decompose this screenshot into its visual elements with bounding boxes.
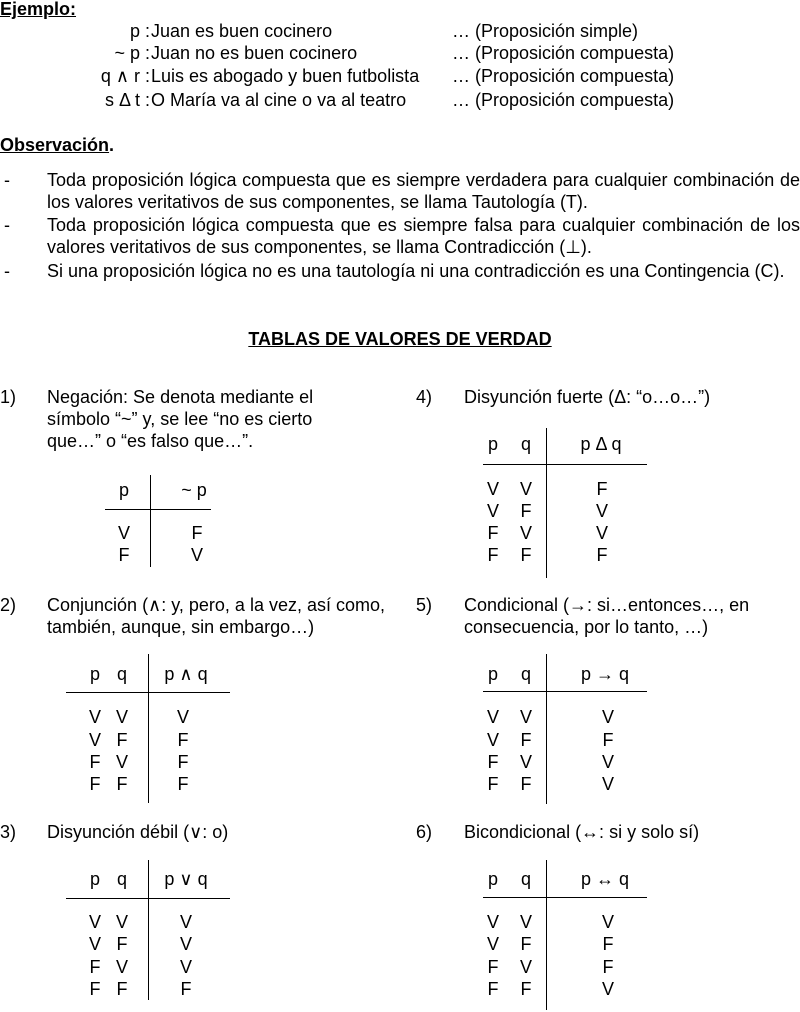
value-cell: V — [115, 912, 128, 932]
value-cell: F — [487, 752, 499, 772]
value-cell: V — [88, 707, 101, 727]
value-cell: V — [601, 979, 614, 999]
ejemplo-type: … (Proposición compuesta) — [452, 90, 675, 110]
header-cell: p — [89, 664, 100, 684]
ejemplo-text: Juan no es buen cocinero — [151, 43, 358, 63]
value-cell: V — [486, 707, 499, 727]
value-cell: F — [596, 545, 608, 565]
value-cell: V — [486, 934, 499, 954]
value-cell: V — [176, 707, 189, 727]
observacion-heading-dot: . — [109, 135, 115, 155]
value-cell: F — [520, 934, 532, 954]
value-cell: F — [89, 774, 101, 794]
value-cell: F — [487, 774, 499, 794]
value-cell: V — [595, 501, 608, 521]
observacion-bullet: - — [4, 215, 10, 235]
value-cell: V — [519, 912, 532, 932]
ejemplo-symbol: q ∧ r : — [100, 66, 150, 86]
value-cell: V — [88, 730, 101, 750]
value-cell: V — [519, 479, 532, 499]
section-title: TABLAS DE VALORES DE VERDAD — [248, 329, 552, 349]
value-cell: F — [602, 934, 614, 954]
ejemplo-type: … (Proposición simple) — [452, 21, 639, 41]
value-cell: V — [486, 912, 499, 932]
value-cell: F — [89, 979, 101, 999]
value-cell: F — [89, 957, 101, 977]
header-rule — [483, 897, 647, 898]
value-cell: V — [88, 912, 101, 932]
value-cell: F — [177, 752, 189, 772]
column-rule — [546, 654, 547, 804]
table-description: Bicondicional (↔: si y solo sí) — [464, 822, 700, 842]
header-cell: p — [487, 869, 498, 889]
observacion-item: Toda proposición lógica compuesta que es siempre falsa para cualquier combinación de los valores veritativos de sus componentes, se llama Contradicción (⊥). — [47, 215, 800, 257]
header-cell: q — [116, 869, 127, 889]
value-cell: V — [190, 545, 203, 565]
value-cell: F — [487, 545, 499, 565]
value-cell: V — [601, 912, 614, 932]
value-cell: V — [519, 957, 532, 977]
value-cell: F — [520, 545, 532, 565]
ejemplo-symbol: p : — [129, 21, 150, 41]
value-cell: F — [487, 523, 499, 543]
header-cell: q — [520, 869, 531, 889]
table-description: Conjunción (∧: y, pero, a la vez, así como, también, aunque, sin embargo…) — [47, 595, 385, 637]
table-number: 3) — [0, 822, 17, 842]
value-cell: V — [519, 752, 532, 772]
table-number: 6) — [416, 822, 433, 842]
header-cell: p — [89, 869, 100, 889]
value-cell: V — [117, 523, 130, 543]
observacion-heading: Observación — [0, 135, 110, 155]
value-cell: V — [601, 707, 614, 727]
header-cell: q — [520, 434, 531, 454]
ejemplo-text: Luis es abogado y buen futbolista — [151, 66, 420, 86]
table-description: Disyunción débil (∨: o) — [47, 822, 229, 842]
value-cell: F — [118, 545, 130, 565]
value-cell: V — [179, 912, 192, 932]
header-rule — [105, 509, 211, 510]
value-cell: V — [486, 479, 499, 499]
table-description: Disyunción fuerte (Δ: “o…o…”) — [464, 387, 711, 407]
header-cell: p — [118, 480, 129, 500]
value-cell: F — [116, 979, 128, 999]
value-cell: V — [519, 523, 532, 543]
value-cell: F — [520, 501, 532, 521]
header-cell: p — [487, 434, 498, 454]
value-cell: F — [177, 774, 189, 794]
value-cell: V — [179, 957, 192, 977]
table-description: Condicional (→: si…entonces…, en consecuencia, por lo tanto, …) — [464, 595, 750, 637]
header-rule — [483, 691, 647, 692]
table-number: 4) — [416, 387, 433, 407]
value-cell: F — [191, 523, 203, 543]
value-cell: F — [602, 957, 614, 977]
header-cell: p ↔ q — [580, 869, 630, 889]
table-description: Negación: Se denota mediante el símbolo “~” y, se lee “no es cierto que…” o “es falso que…”. — [47, 387, 314, 451]
header-cell: p — [487, 664, 498, 684]
observacion-heading-wrap — [0, 134, 114, 156]
ejemplo-type: … (Proposición compuesta) — [452, 66, 675, 86]
value-cell: V — [115, 752, 128, 772]
ejemplo-heading: Ejemplo: — [0, 0, 77, 19]
table-number: 5) — [416, 595, 433, 615]
column-rule — [546, 428, 547, 578]
header-cell: p Δ q — [580, 434, 622, 454]
ejemplo-symbol: ~ p : — [114, 43, 150, 63]
value-cell: V — [88, 934, 101, 954]
header-cell: p ∨ q — [164, 869, 208, 889]
value-cell: V — [115, 957, 128, 977]
value-cell: F — [180, 979, 192, 999]
table-number: 1) — [0, 387, 17, 407]
observacion-item: Si una proposición lógica no es una tautología ni una contradicción es una Contingencia (C). — [47, 261, 785, 281]
value-cell: F — [487, 957, 499, 977]
value-cell: V — [601, 774, 614, 794]
header-cell: p → q — [580, 664, 630, 684]
header-cell: q — [116, 664, 127, 684]
ejemplo-symbol: s Δ t : — [104, 90, 150, 110]
header-cell: q — [520, 664, 531, 684]
header-cell: ~ p — [181, 480, 207, 500]
header-rule — [483, 464, 647, 465]
value-cell: V — [486, 501, 499, 521]
column-rule — [546, 860, 547, 1010]
value-cell: V — [115, 707, 128, 727]
column-rule — [150, 475, 151, 567]
value-cell: F — [602, 730, 614, 750]
value-cell: F — [116, 934, 128, 954]
value-cell: V — [519, 707, 532, 727]
ejemplo-text: O María va al cine o va al teatro — [151, 90, 407, 110]
ejemplo-type: … (Proposición compuesta) — [452, 43, 675, 63]
observacion-item: Toda proposición lógica compuesta que es siempre verdadera para cualquier combinación de los valores veritativos de sus componentes, se llama Tautología (T). — [47, 170, 800, 212]
header-cell: p ∧ q — [164, 664, 208, 684]
value-cell: F — [520, 730, 532, 750]
value-cell: F — [596, 479, 608, 499]
observacion-bullet: - — [4, 170, 10, 190]
value-cell: F — [116, 774, 128, 794]
value-cell: F — [177, 730, 189, 750]
value-cell: V — [601, 752, 614, 772]
table-number: 2) — [0, 595, 17, 615]
value-cell: V — [179, 934, 192, 954]
value-cell: F — [520, 774, 532, 794]
ejemplo-text: Juan es buen cocinero — [151, 21, 333, 41]
value-cell: F — [487, 979, 499, 999]
value-cell: F — [520, 979, 532, 999]
observacion-bullet: - — [4, 261, 10, 281]
value-cell: V — [486, 730, 499, 750]
value-cell: V — [595, 523, 608, 543]
value-cell: F — [116, 730, 128, 750]
value-cell: F — [89, 752, 101, 772]
